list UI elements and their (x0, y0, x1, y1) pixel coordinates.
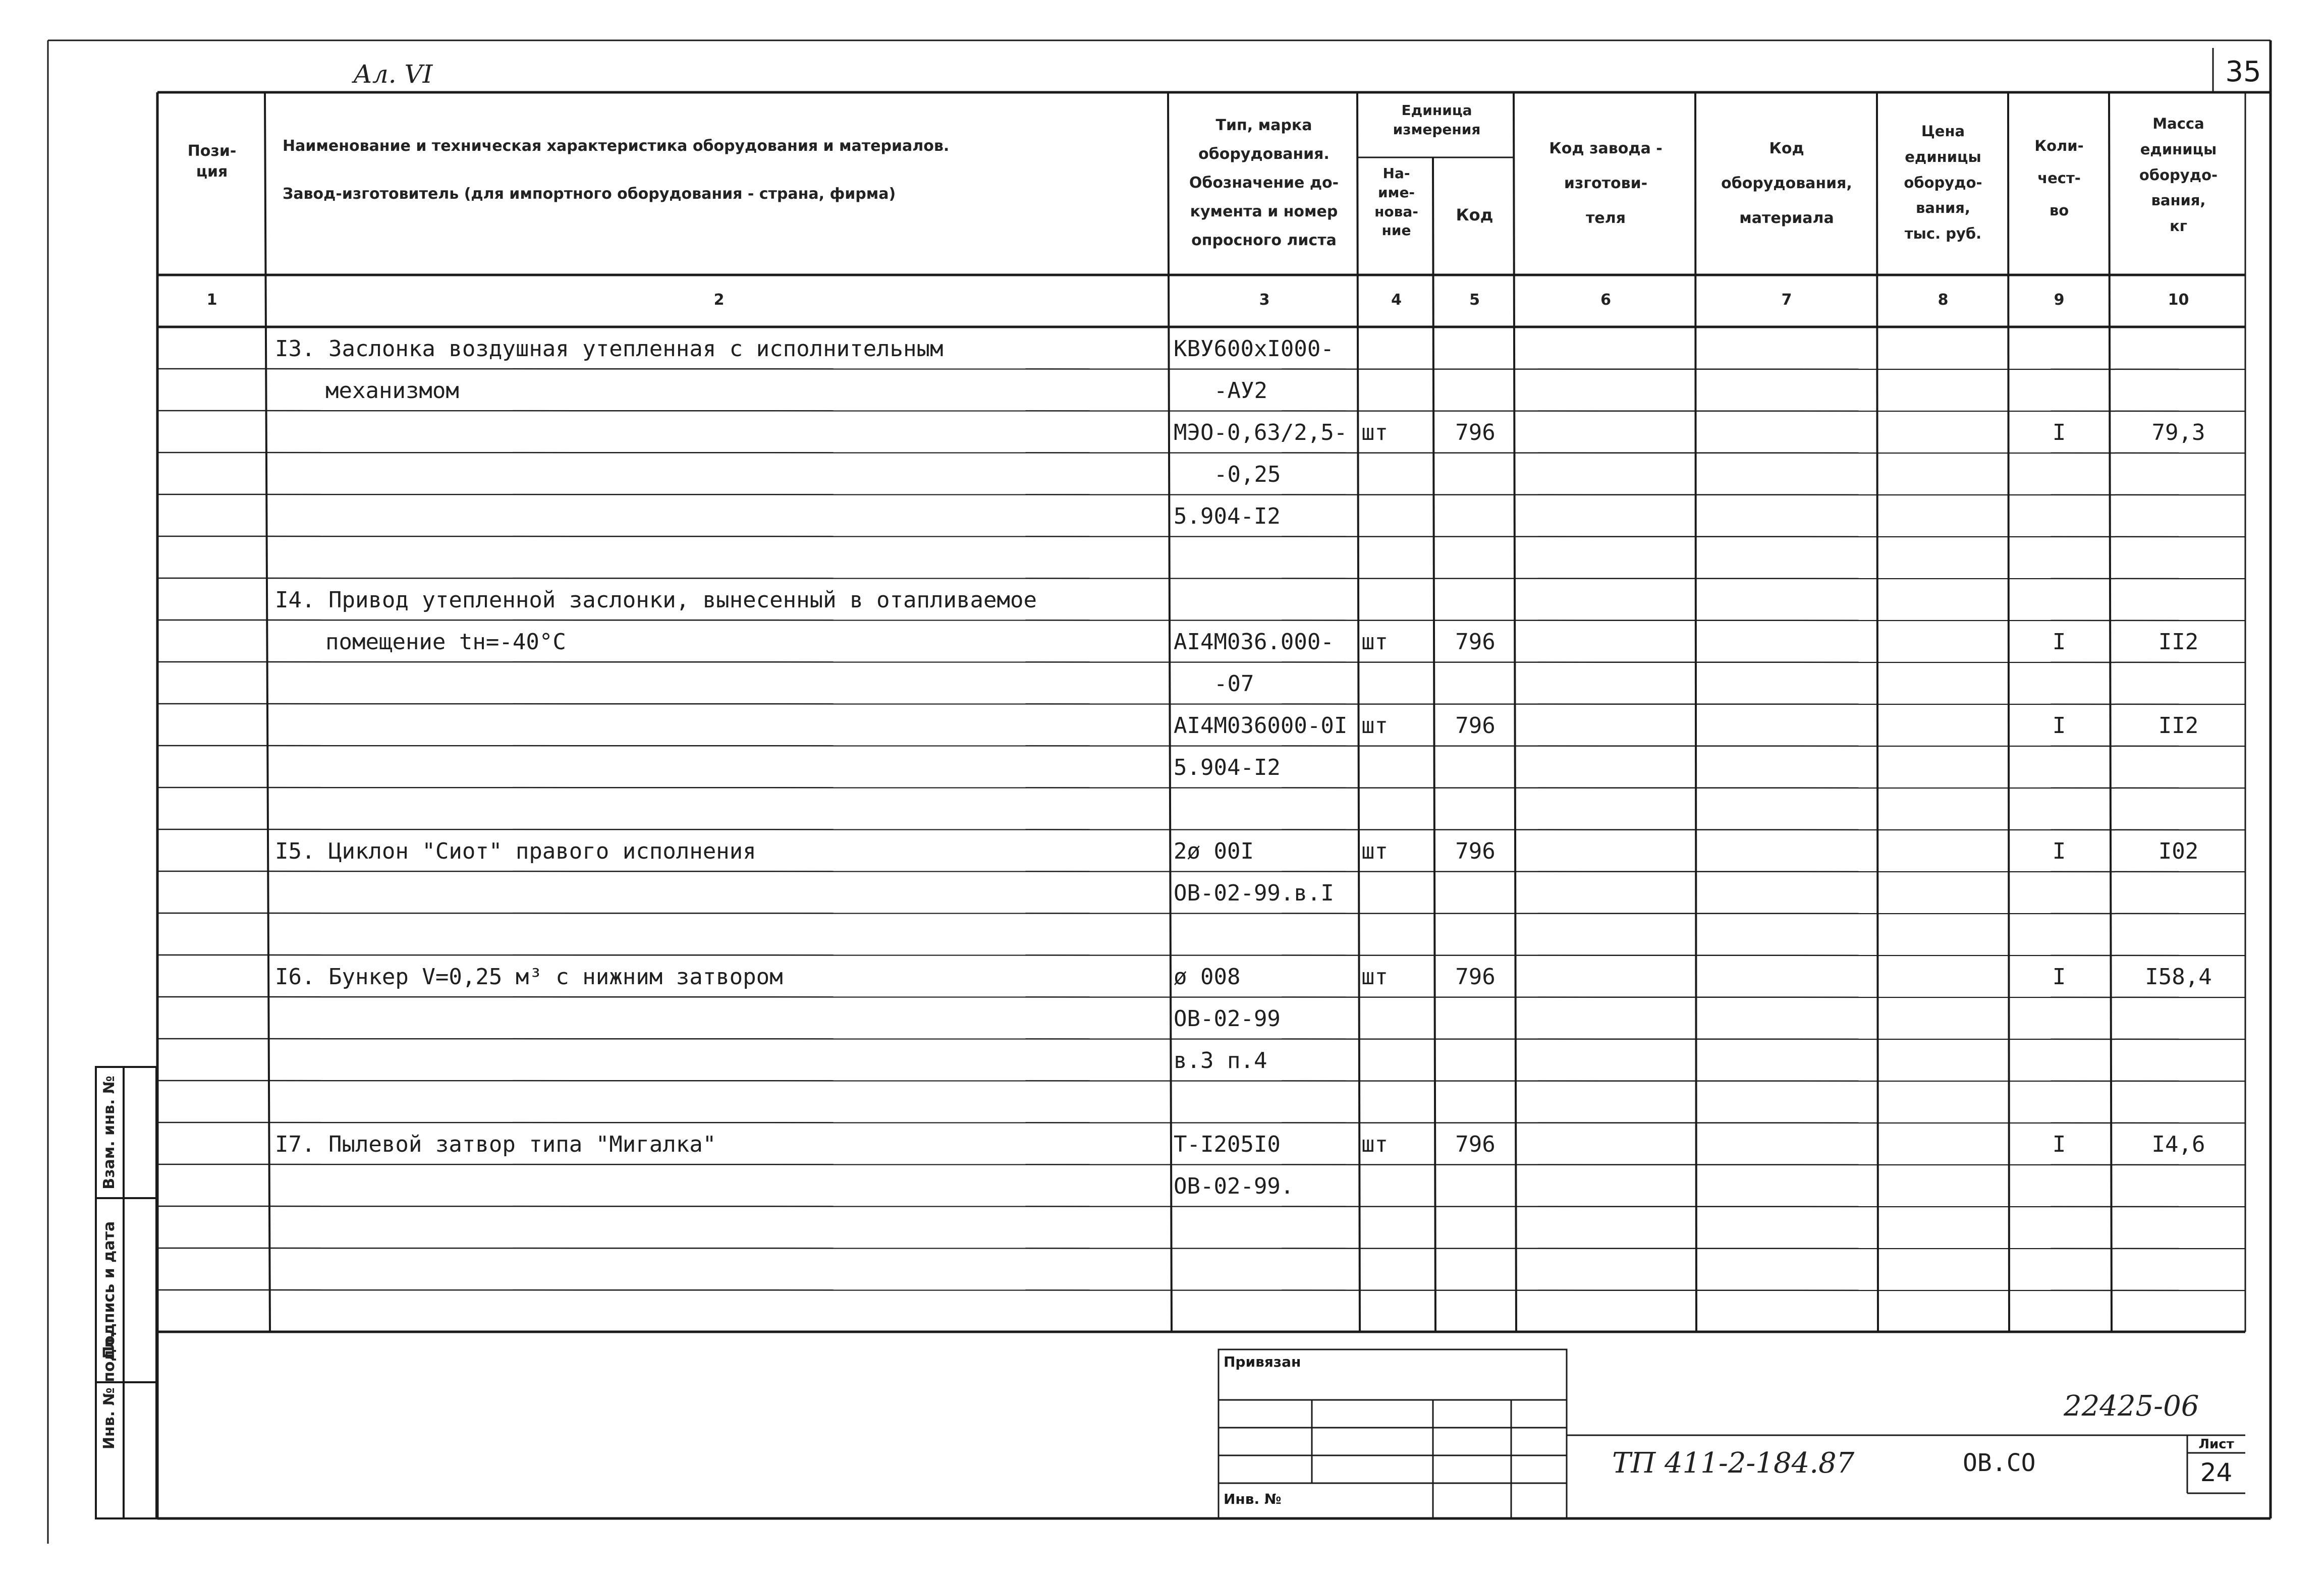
cell-type: АI4М036.000- (1174, 629, 1334, 655)
sheet-number: 24 (2200, 1458, 2233, 1487)
cell-name (275, 665, 1163, 703)
cell-unit: шт (1361, 1132, 1388, 1157)
cell-qty (2011, 1084, 2108, 1121)
cell-qty (2011, 1167, 2108, 1205)
cell-type: АI4М036000-0I (1174, 713, 1348, 739)
cell-unit (1361, 749, 1432, 786)
cell-name (275, 1209, 1163, 1247)
cell-qty: I (2052, 420, 2066, 445)
cell-type: Т-I205I0 (1174, 1132, 1281, 1157)
column-number-4: 4 (1391, 291, 1402, 309)
cell-mass (2114, 581, 2243, 619)
cell-qty: I (2052, 713, 2066, 739)
cell-code: 796 (1455, 1132, 1496, 1157)
cell-unit (1361, 456, 1432, 493)
cell-mass: I58,4 (2145, 964, 2212, 990)
cell-mass (2114, 1167, 2243, 1205)
cell-type (1174, 791, 1356, 828)
cell-unit (1361, 330, 1432, 368)
cell-mass (2114, 539, 2243, 577)
column-number-1: 1 (206, 291, 217, 309)
cell-unit (1361, 874, 1432, 912)
cell-qty (2011, 791, 2108, 828)
cell-qty (2011, 1209, 2108, 1247)
cell-code (1438, 1167, 1513, 1205)
column-number-8: 8 (1938, 291, 1949, 309)
cell-unit (1361, 581, 1432, 619)
cell-type (1174, 1209, 1356, 1247)
cell-code (1438, 1293, 1513, 1331)
cell-mass (2114, 665, 2243, 703)
cell-name: I4. Привод утепленной заслонки, вынесенный в отапливаемое (275, 587, 1037, 613)
cell-mass: II2 (2158, 629, 2199, 655)
cell-qty (2011, 1000, 2108, 1038)
header-name-line1: Наименование и техническая характеристика оборудования и материалов. (283, 137, 950, 155)
cell-mass (2114, 372, 2243, 410)
header-type: Тип, марка оборудования. Обозначение до- кумента и номер опросного листа (1189, 117, 1339, 249)
header-equipment-code: Код оборудования, материала (1721, 140, 1852, 227)
cell-unit (1361, 1293, 1432, 1331)
cell-mass: II2 (2158, 713, 2199, 739)
cell-name (275, 874, 1163, 912)
cell-unit (1361, 791, 1432, 828)
cell-mass (2114, 1251, 2243, 1289)
cell-code (1438, 1251, 1513, 1289)
cell-qty (2011, 1251, 2108, 1289)
column-number-2: 2 (713, 291, 725, 309)
cell-mass (2114, 1084, 2243, 1121)
cell-type (1174, 581, 1356, 619)
cell-qty (2011, 372, 2108, 410)
cell-type (1174, 1251, 1356, 1289)
cell-name (275, 916, 1163, 954)
cell-name: механизмом (325, 378, 459, 404)
cell-name (275, 1042, 1163, 1080)
cell-qty (2011, 665, 2108, 703)
cell-name: I5. Циклон "Сиот" правого исполнения (275, 838, 756, 864)
header-unit-code: Код (1456, 205, 1493, 224)
cell-name (275, 414, 1163, 452)
cell-unit (1361, 372, 1432, 410)
header-plant-code: Код завода - изготови- теля (1549, 140, 1663, 227)
cell-type: ø 008 (1174, 964, 1241, 990)
cell-type: -АУ2 (1214, 378, 1267, 404)
cell-type: ОВ-02-99 (1174, 1006, 1281, 1032)
column-number-5: 5 (1469, 291, 1480, 309)
cell-unit (1361, 1167, 1432, 1205)
cell-name (275, 456, 1163, 493)
header-price: Цена единицы оборудо- вания, тыс. руб. (1904, 123, 1982, 242)
cell-code (1438, 874, 1513, 912)
sheet-label: Лист (2198, 1437, 2234, 1452)
cell-type: 2ø 00I (1174, 838, 1254, 864)
cell-mass (2114, 874, 2243, 912)
cell-qty: I (2052, 838, 2066, 864)
header-unit-group: Единица измерения (1393, 102, 1481, 138)
cell-type: ОВ-02-99. (1174, 1173, 1294, 1199)
cell-code: 796 (1455, 629, 1496, 655)
cell-type (1174, 1084, 1356, 1121)
cell-name (275, 497, 1163, 535)
cell-name (275, 1084, 1163, 1121)
cell-mass (2114, 1293, 2243, 1331)
cell-type: ОВ-02-99.в.I (1174, 880, 1334, 906)
cell-unit: шт (1361, 629, 1388, 655)
cell-unit (1361, 497, 1432, 535)
drawing-code: ТП 411-2-184.87 (1612, 1447, 1855, 1480)
page-number-top: 35 (2225, 55, 2261, 88)
cell-mass (2114, 916, 2243, 954)
cell-code: 796 (1455, 838, 1496, 864)
column-number-6: 6 (1600, 291, 1611, 309)
cell-mass: I4,6 (2151, 1132, 2205, 1157)
cell-mass (2114, 1000, 2243, 1038)
cell-unit (1361, 1000, 1432, 1038)
cell-qty (2011, 1042, 2108, 1080)
header-position: Пози- ция (187, 142, 237, 181)
cell-name (275, 1251, 1163, 1289)
cell-code (1438, 372, 1513, 410)
cell-qty (2011, 581, 2108, 619)
cell-code (1438, 916, 1513, 954)
column-number-7: 7 (1781, 291, 1792, 309)
cell-qty (2011, 916, 2108, 954)
cell-name: I6. Бункер V=0,25 м³ с нижним затвором (275, 964, 783, 990)
cell-code (1438, 539, 1513, 577)
cell-unit: шт (1361, 420, 1388, 445)
strip-inv-original: Инв. № подл. (100, 1332, 118, 1450)
cell-code (1438, 665, 1513, 703)
strip-replace-inv: Взам. инв. № (100, 1076, 118, 1190)
cell-code (1438, 330, 1513, 368)
header-name-line2: Завод-изготовитель (для импортного оборудования - страна, фирма) (283, 185, 896, 203)
cell-type: в.3 п.4 (1174, 1048, 1267, 1074)
cell-mass (2114, 1042, 2243, 1080)
cell-unit (1361, 1209, 1432, 1247)
cell-qty (2011, 1293, 2108, 1331)
stamp-bound-label: Привязан (1224, 1354, 1301, 1370)
cell-unit (1361, 1042, 1432, 1080)
header-unit-name: На- име- нова- ние (1374, 165, 1418, 239)
cell-name (275, 707, 1163, 745)
cell-code (1438, 749, 1513, 786)
cell-code (1438, 1209, 1513, 1247)
cell-mass (2114, 749, 2243, 786)
cell-code: 796 (1455, 713, 1496, 739)
stamp-inventory-label: Инв. № (1224, 1491, 1282, 1507)
cell-unit: шт (1361, 713, 1388, 739)
cell-type: МЭО-0,63/2,5- (1174, 420, 1348, 445)
cell-qty (2011, 874, 2108, 912)
cell-qty: I (2052, 1132, 2066, 1157)
inventory-handwritten: 22425-06 (2064, 1390, 2199, 1423)
cell-qty (2011, 497, 2108, 535)
strip-signature-date: Подпись и дата (100, 1221, 118, 1359)
cell-mass (2114, 330, 2243, 368)
cell-name (275, 1293, 1163, 1331)
cell-unit: шт (1361, 964, 1388, 990)
album-label: Ал. VI (353, 60, 433, 89)
cell-name: помещение tн=-40°С (325, 629, 566, 655)
document-code: ОВ.СО (1963, 1449, 2036, 1477)
cell-unit (1361, 1251, 1432, 1289)
cell-name (275, 749, 1163, 786)
cell-unit (1361, 665, 1432, 703)
column-number-10: 10 (2168, 291, 2189, 309)
cell-unit (1361, 916, 1432, 954)
header-mass: Масса единицы оборудо- вания, кг (2139, 115, 2218, 235)
cell-type: -0,25 (1214, 462, 1281, 487)
cell-mass (2114, 497, 2243, 535)
cell-qty (2011, 749, 2108, 786)
cell-mass (2114, 456, 2243, 493)
header-quantity: Коли- чест- во (2034, 137, 2084, 219)
cell-code: 796 (1455, 420, 1496, 445)
cell-code (1438, 1084, 1513, 1121)
cell-code (1438, 497, 1513, 535)
cell-unit (1361, 1084, 1432, 1121)
cell-name: I7. Пылевой затвор типа "Мигалка" (275, 1132, 716, 1157)
cell-name: I3. Заслонка воздушная утепленная с исполнительным (275, 336, 944, 362)
cell-code (1438, 791, 1513, 828)
cell-qty (2011, 456, 2108, 493)
column-number-3: 3 (1259, 291, 1270, 309)
cell-unit (1361, 539, 1432, 577)
cell-type (1174, 916, 1356, 954)
cell-type: 5.904-I2 (1174, 755, 1281, 780)
cell-code: 796 (1455, 964, 1496, 990)
cell-name (275, 1167, 1163, 1205)
cell-name (275, 539, 1163, 577)
cell-type: КВУ600хI000- (1174, 336, 1334, 362)
cell-type (1174, 1293, 1356, 1331)
cell-code (1438, 581, 1513, 619)
cell-qty: I (2052, 629, 2066, 655)
cell-type: -07 (1214, 671, 1254, 697)
column-number-9: 9 (2054, 291, 2065, 309)
cell-name (275, 791, 1163, 828)
cell-qty: I (2052, 964, 2066, 990)
cell-code (1438, 1000, 1513, 1038)
cell-code (1438, 1042, 1513, 1080)
cell-name (275, 1000, 1163, 1038)
cell-qty (2011, 539, 2108, 577)
cell-mass (2114, 1209, 2243, 1247)
cell-unit: шт (1361, 838, 1388, 864)
cell-code (1438, 456, 1513, 493)
cell-type (1174, 539, 1356, 577)
cell-qty (2011, 330, 2108, 368)
cell-mass (2114, 791, 2243, 828)
cell-type: 5.904-I2 (1174, 503, 1281, 529)
cell-mass: 79,3 (2151, 420, 2205, 445)
cell-mass: I02 (2158, 838, 2199, 864)
